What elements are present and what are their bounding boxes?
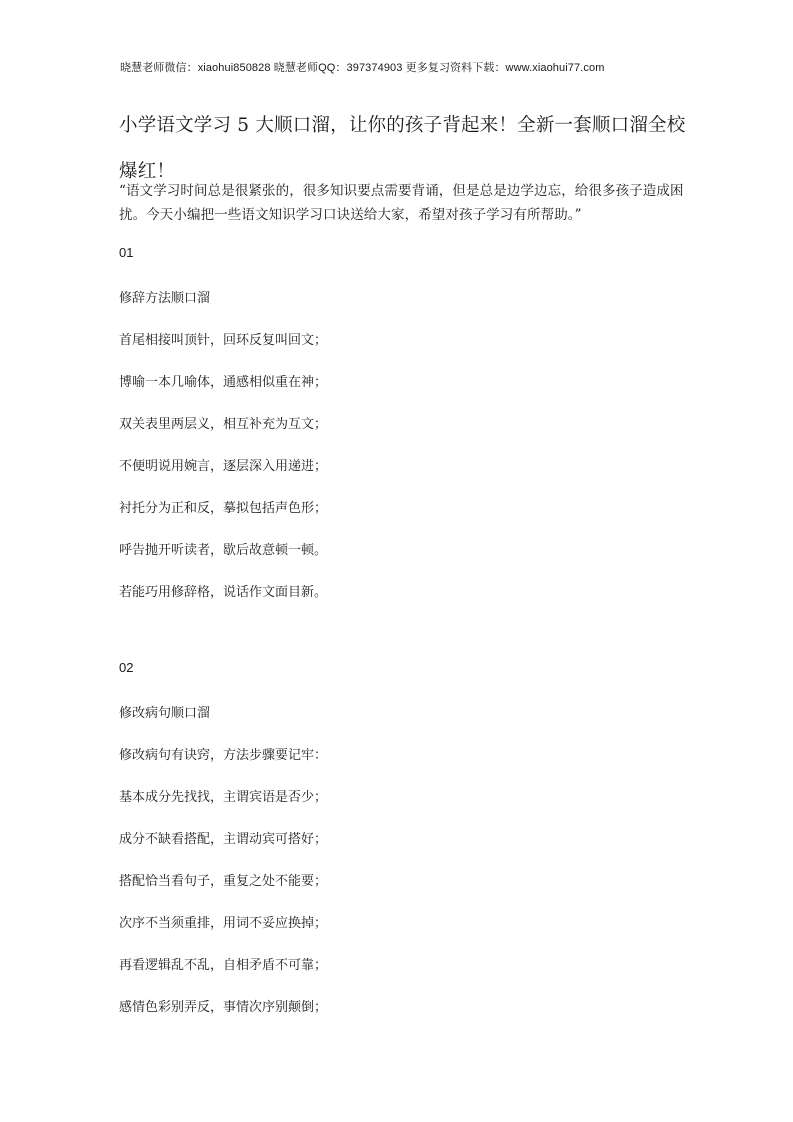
section-1-heading: 修辞方法顺口溜 (119, 291, 211, 306)
section-1-number: 01 (119, 245, 134, 260)
verse-line: 不便明说用婉言，逐层深入用递进； (119, 459, 328, 474)
intro-paragraph: “语文学习时间总是很紧张的，很多知识要点需要背诵，但是总是边学边忘，给很多孩子造成困扰。今天小编把一些语文知识学习口诀送给大家，希望对孩子学习有所帮助。” (119, 183, 684, 223)
verse-line: 搭配恰当看句子，重复之处不能要； (119, 874, 328, 889)
verse-line: 修改病句有诀窍，方法步骤要记牢： (119, 748, 328, 763)
verse-line: 成分不缺看搭配，主谓动宾可搭好； (119, 832, 328, 847)
verse-line: 首尾相接叫顶针，回环反复叫回文； (119, 333, 328, 348)
verse-line: 次序不当须重排，用词不妥应换掉； (119, 916, 328, 931)
page-header: 晓慧老师微信：xiaohui850828 晓慧老师QQ：397374903 更多复习资料下载：www.xiaohui77.com (120, 62, 605, 74)
section-2-number: 02 (119, 660, 134, 675)
verse-line: 感情色彩别弄反，事情次序别颠倒； (119, 1000, 328, 1015)
article-title: 小学语文学习 5 大顺口溜，让你的孩子背起来！全新一套顺口溜全校爆红！ (119, 115, 686, 182)
verse-line: 若能巧用修辞格，说话作文面目新。 (119, 585, 328, 600)
verse-line: 博喻一本几喻体，通感相似重在神； (119, 375, 328, 390)
section-2-heading: 修改病句顺口溜 (119, 706, 211, 721)
verse-line: 呼告抛开听读者，歇后故意顿一顿。 (119, 543, 328, 558)
verse-line: 双关表里两层义，相互补充为互文； (119, 417, 328, 432)
verse-line: 衬托分为正和反，摹拟包括声色形； (119, 501, 328, 516)
verse-line: 再看逻辑乱不乱，自相矛盾不可靠； (119, 958, 328, 973)
verse-line: 基本成分先找找，主谓宾语是否少； (119, 790, 328, 805)
